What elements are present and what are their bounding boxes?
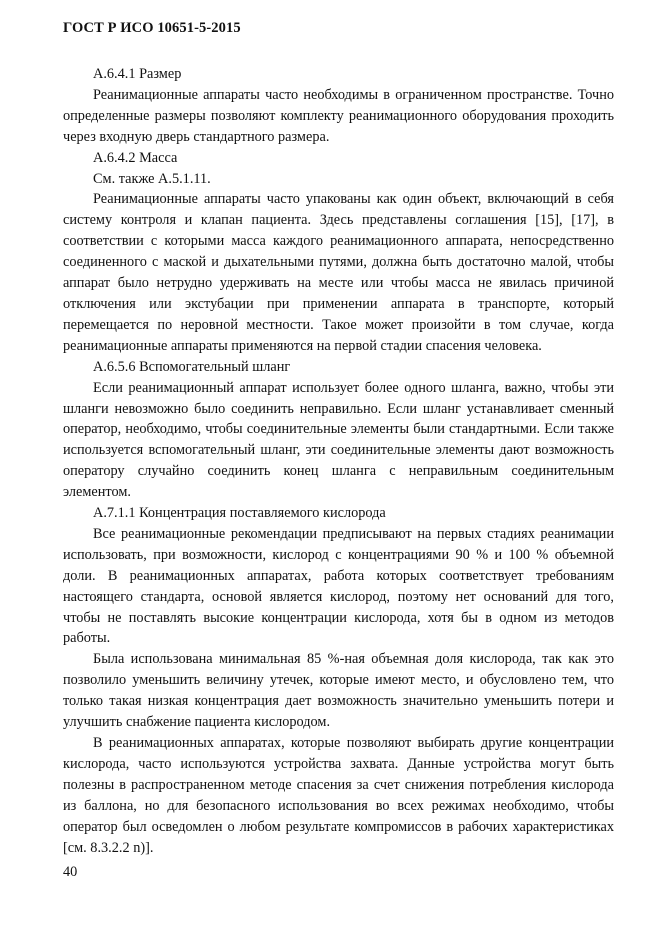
paragraph-oxygen-minimum: Была использована минимальная 85 %-ная объемная доля кислорода, так как это позволило уменьшить величину утечек, которые имеют место, и обусловлено тем, что только такая низкая концентрация дает возможность значительно уменьшить потери и улучшить снабжение пациента кислородом. bbox=[63, 651, 614, 731]
section-heading-a641: А.6.4.1 Размер bbox=[93, 66, 182, 82]
paragraph-oxygen-recommendations: Все реанимационные рекомендации предписывают на первых стадиях реанимации использовать, при возможности, кислород с концентрациями 90 % и 100 % объемной доли. В реанимационных аппаратах, работа которых соответствует требованиям настоящего стандарта, основой является кислород, поэтому нет оснований для того, чтобы не поставлять высокие концентрации кислорода, хотя бы в одном из методов работы. bbox=[63, 525, 614, 647]
section-heading-a656: А.6.5.6 Вспомогательный шланг bbox=[93, 358, 291, 375]
paragraph-oxygen-devices: В реанимационных аппаратах, которые позволяют выбирать другие концентрации кислорода, часто используются устройства захвата. Данные устройства могут быть полезны в распространенном методе спасения за счет снижения потребления кислорода из баллона, но для безопасного использования во всех режимах необходимо, чтобы оператор был осведомлен о любом результате компромиссов в рабочих характеристиках [см. 8.3.2.2 n)]. bbox=[63, 735, 614, 856]
paragraph-size: Реанимационные аппараты часто необходимы в ограниченном пространстве. Точно определенные размеры позволяют комплекту реанимационного оборудования проходить через входную дверь стандартного размера. bbox=[63, 86, 614, 145]
section-heading-a711: А.7.1.1 Концентрация поставляемого кислорода bbox=[93, 505, 386, 522]
cross-reference: См. также А.5.1.11. bbox=[93, 170, 211, 187]
paragraph-mass: Реанимационные аппараты часто упакованы как один объект, включающий в себя систему контроля и клапан пациента. Здесь представлены соглашения [15], [17], в соответствии с которыми масса каждого реанимационного аппарата, непосредственно соединенного с маской и дыхательными путями, должна быть достаточно малой, чтобы аппарат было нетрудно удерживать на месте или чтобы масса не явилась причиной отключения или экстубации при применении аппарата в транспорте, который перемещается по неровной местности. Такое может произойти в том случае, когда реанимационные аппараты применяются на первой стадии спасения человека. bbox=[63, 191, 614, 354]
document-body bbox=[63, 64, 614, 858]
document-header: ГОСТ Р ИСО 10651-5-2015 bbox=[63, 20, 241, 36]
page-number: 40 bbox=[63, 864, 78, 880]
section-heading-a642: А.6.4.2 Масса bbox=[93, 149, 178, 166]
paragraph-aux-hose: Если реанимационный аппарат использует более одного шланга, важно, чтобы эти шланги невозможно было соединить неправильно. Если шланг устанавливает сменный оператор, необходимо, чтобы соединительные элементы были стандартными. Если также используется вспомогательный шланг, эти соединительные элементы дают возможность оператору случайно соединить конец шланга с неправильным соединительным элементом. bbox=[63, 379, 614, 501]
